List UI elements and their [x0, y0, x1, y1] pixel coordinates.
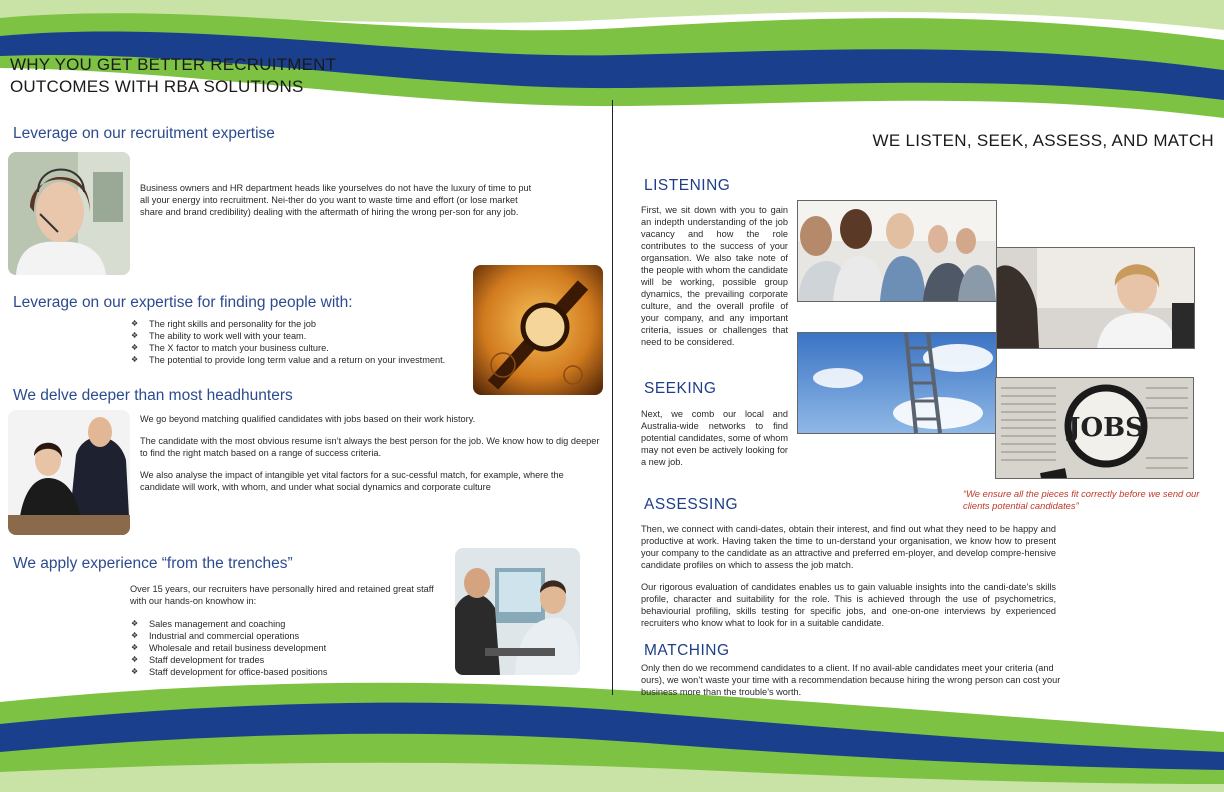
heading-seeking: SEEKING [644, 380, 717, 397]
photo-business-team [8, 410, 130, 535]
assessing-text [641, 523, 1056, 639]
page-title [10, 54, 336, 98]
trenches-intro: Over 15 years, our recruiters have personally hired and retained great staff with our hands-on knowhow in: [130, 584, 434, 606]
delve-deeper-p1: We go beyond matching qualified candidates with jobs based on their work history. [140, 414, 476, 424]
section-heading-finding-people: Leverage on our expertise for finding people with: [13, 294, 353, 311]
list-item: ❖ The ability to work well with your team. [131, 330, 476, 342]
delve-deeper-text [140, 413, 600, 503]
seeking-text: Next, we comb our local and Australia-wide networks to find potential candidates, some of whom may not even be actively looking for a new job. [641, 409, 788, 467]
recruitment-expertise-text: Business owners and HR department heads like yourselves do not have the luxury of time to put all your energy into recruitment. Nei-ther do you want to waste time and effort (or lose market share and brand credibility) dealing with the aftermath of hiring the wrong per-son for any job. [140, 183, 532, 217]
page-title-line2: OUTCOMES WITH RBA SOLUTIONS [10, 77, 304, 96]
delve-deeper-p3: We also analyse the impact of intangible yet vital factors for a suc-cessful match, for example, where the candidate will work, with whom, and under what social dynamics and corporate culture [140, 470, 564, 492]
heading-assessing: ASSESSING [644, 496, 739, 513]
photo-jobs-magnifier [995, 377, 1194, 479]
listening-text: First, we sit down with you to gain an indepth understanding of the job vacancy and how the role contributes to the success of your organsation. We also take note of the people with whom the candidate will be working, possible group dynamics, the prevailing corporate culture, and the overall profile of your company, and any important criteria, issues or challenges that need to be considered. [641, 205, 788, 347]
assessing-p2: Our rigorous evaluation of candidates enables us to gain valuable insights into the candi-date’s skills profile, character and suitability for the role. This is achieved through the use of psychometrics, behaviourial profiling, skills testing for specific jobs, and one-on-one interviews by experienced recruiters who know what to look for in a suitable candidate. [641, 582, 1056, 628]
section-heading-delve-deeper: We delve deeper than most headhunters [13, 387, 293, 404]
heading-listening: LISTENING [644, 177, 731, 194]
jobs-magnified-text: JOBS [1068, 413, 1144, 443]
list-item: ❖ The right skills and personality for the job [131, 318, 476, 330]
right-page-title: WE LISTEN, SEEK, ASSESS, AND MATCH [872, 131, 1214, 150]
list-item: ❖ Industrial and commercial operations [131, 630, 451, 642]
photo-compass-map [473, 265, 603, 395]
delve-deeper-p2: The candidate with the most obvious resume isn’t always the best person for the job. We know how to dig deeper to find the right match based on a range of success criteria. [140, 436, 600, 458]
photo-interview-woman [996, 247, 1195, 349]
section-heading-from-the-trenches: We apply experience “from the trenches” [13, 555, 293, 572]
section-heading-recruitment-expertise: Leverage on our recruitment expertise [13, 125, 275, 142]
list-item: ❖ The potential to provide long term value and a return on your investment. [131, 354, 476, 366]
photo-office-meeting [455, 548, 580, 675]
page-divider [612, 100, 613, 695]
heading-matching: MATCHING [644, 642, 730, 659]
list-item: ❖ Wholesale and retail business development [131, 642, 451, 654]
page-title-line1: WHY YOU GET BETTER RECRUITMENT [10, 55, 337, 74]
assessing-p1: Then, we connect with candi-dates, obtain their interest, and find out what they need to be happy and productive at work. Having taken the time to un-derstand your organisation, we know how to present your company to the candidate as an attractive and preferred em-ployer, and develop compre-hensive candidate profiles on which to assess the job match. [641, 524, 1056, 570]
photo-headset-operator [8, 152, 130, 275]
trenches-list [131, 618, 451, 678]
list-item: ❖ The X factor to match your business culture. [131, 342, 476, 354]
list-item: ❖ Staff development for office-based positions [131, 666, 451, 678]
list-item: ❖ Staff development for trades [131, 654, 451, 666]
matching-text: Only then do we recommend candidates to a client. If no avail-able candidates meet your criteria (and ours), we won’t waste your time with a recommendation because hiring the wrong person can cost your business more than the trouble’s worth. [641, 663, 1061, 697]
photo-ladder-sky [797, 332, 997, 434]
finding-people-list [131, 318, 476, 366]
list-item: ❖ Sales management and coaching [131, 618, 451, 630]
quote-text: “We ensure all the pieces fit correctly before we send our clients potential candidates” [963, 488, 1200, 511]
photo-seated-audience [797, 200, 997, 302]
